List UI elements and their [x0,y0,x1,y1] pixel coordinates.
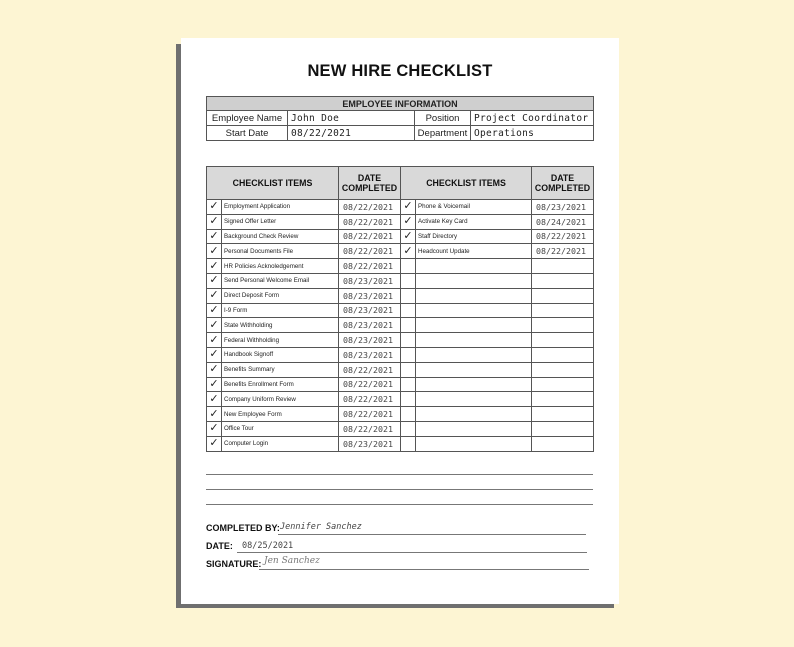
date-completed-header-left: DATE COMPLETED [339,167,401,200]
checklist-row [207,200,594,215]
checkmark-icon[interactable]: ✓ [207,362,222,377]
date-completed[interactable]: 08/22/2021 [339,407,401,422]
empty-date-cell[interactable] [532,421,594,436]
empty-date-cell[interactable] [532,377,594,392]
checkmark-icon[interactable]: ✓ [401,200,416,215]
date-completed[interactable]: 08/22/2021 [339,362,401,377]
date-completed[interactable]: 08/22/2021 [532,244,594,259]
empty-item-cell[interactable] [416,421,532,436]
date-label: DATE: [206,541,233,551]
employee-info-table [206,96,594,141]
empty-date-cell[interactable] [532,407,594,422]
checklist-row [207,259,594,274]
empty-check-cell[interactable] [401,347,416,362]
empty-item-cell[interactable] [416,273,532,288]
empty-date-cell[interactable] [532,333,594,348]
checkmark-icon[interactable]: ✓ [207,214,222,229]
checklist-row [207,407,594,422]
date-completed[interactable]: 08/24/2021 [532,214,594,229]
date-completed[interactable]: 08/22/2021 [339,421,401,436]
signature-value[interactable]: Jen Sanchez [264,556,320,566]
checklist-items-header-left: CHECKLIST ITEMS [207,167,339,200]
date-completed[interactable]: 08/22/2021 [339,377,401,392]
start-date-label: Start Date [207,126,288,141]
start-date-field[interactable]: 08/22/2021 [288,126,415,141]
empty-date-cell[interactable] [532,273,594,288]
checkmark-icon[interactable]: ✓ [207,392,222,407]
page-title: NEW HIRE CHECKLIST [307,62,493,80]
checklist-item: Staff Directory [416,229,532,244]
checklist-item: New Employee Form [222,407,339,422]
empty-date-cell[interactable] [532,288,594,303]
checklist-item: Office Tour [222,421,339,436]
checklist-item: Headcount Update [416,244,532,259]
notes-line [206,504,593,505]
checklist-row [207,362,594,377]
checkmark-icon[interactable]: ✓ [207,229,222,244]
checkmark-icon[interactable]: ✓ [401,244,416,259]
notes-line [206,489,593,490]
checklist-item: Send Personal Welcome Email [222,273,339,288]
checklist-table [206,166,594,452]
checkmark-icon[interactable]: ✓ [401,214,416,229]
empty-check-cell[interactable] [401,436,416,451]
checklist-item: Phone & Voicemail [416,200,532,215]
employee-name-label: Employee Name [207,111,288,126]
date-completed[interactable]: 08/23/2021 [339,288,401,303]
checklist-row [207,214,594,229]
date-line [237,552,587,553]
checklist-item: Benefits Summary [222,362,339,377]
completed-by-line [278,534,586,535]
date-completed[interactable]: 08/23/2021 [339,318,401,333]
checklist-row [207,347,594,362]
checklist-item: HR Policies Acknoledgement [222,259,339,274]
checklist-row [207,318,594,333]
checkmark-icon[interactable]: ✓ [207,200,222,215]
employee-info-heading: EMPLOYEE INFORMATION [207,97,594,111]
empty-check-cell[interactable] [401,407,416,422]
checklist-item: Benefits Enrollment Form [222,377,339,392]
date-completed[interactable]: 08/22/2021 [339,244,401,259]
department-label: Department [415,126,471,141]
checkmark-icon[interactable]: ✓ [207,259,222,274]
empty-item-cell[interactable] [416,362,532,377]
checklist-item: Employment Application [222,200,339,215]
empty-date-cell[interactable] [532,347,594,362]
empty-check-cell[interactable] [401,273,416,288]
date-completed[interactable]: 08/23/2021 [339,347,401,362]
checkmark-icon[interactable]: ✓ [207,377,222,392]
checklist-item: Background Check Review [222,229,339,244]
empty-check-cell[interactable] [401,303,416,318]
checklist-row [207,288,594,303]
checklist-item: Company Uniform Review [222,392,339,407]
empty-check-cell[interactable] [401,259,416,274]
completed-by-label: COMPLETED BY: [206,523,280,533]
checklist-row [207,421,594,436]
notes-line [206,474,593,475]
empty-check-cell[interactable] [401,288,416,303]
signature-line [259,569,589,570]
checkmark-icon[interactable]: ✓ [207,347,222,362]
date-completed[interactable]: 08/23/2021 [532,200,594,215]
completed-by-value[interactable]: Jennifer Sanchez [280,522,362,532]
date-completed[interactable]: 08/22/2021 [339,392,401,407]
checklist-item: Computer Login [222,436,339,451]
checkmark-icon[interactable]: ✓ [207,244,222,259]
empty-item-cell[interactable] [416,347,532,362]
empty-check-cell[interactable] [401,421,416,436]
department-field[interactable]: Operations [471,126,594,141]
date-completed-header-right: DATE COMPLETED [532,167,594,200]
empty-date-cell[interactable] [532,303,594,318]
checkmark-icon[interactable]: ✓ [207,303,222,318]
date-completed[interactable]: 08/22/2021 [339,229,401,244]
checklist-page [181,38,619,604]
checklist-row [207,436,594,451]
empty-item-cell[interactable] [416,436,532,451]
empty-item-cell[interactable] [416,333,532,348]
empty-check-cell[interactable] [401,318,416,333]
empty-date-cell[interactable] [532,392,594,407]
checkmark-icon[interactable]: ✓ [207,333,222,348]
checklist-row [207,244,594,259]
checklist-item: Personal Documents File [222,244,339,259]
empty-item-cell[interactable] [416,288,532,303]
checkmark-icon[interactable]: ✓ [207,421,222,436]
position-label: Position [415,111,471,126]
checklist-item: Handbook Signoff [222,347,339,362]
checkmark-icon[interactable]: ✓ [207,288,222,303]
checklist-item: Signed Offer Letter [222,214,339,229]
checklist-row [207,229,594,244]
empty-date-cell[interactable] [532,362,594,377]
empty-item-cell[interactable] [416,392,532,407]
empty-item-cell[interactable] [416,407,532,422]
checklist-items-header-right: CHECKLIST ITEMS [401,167,532,200]
checkmark-icon[interactable]: ✓ [207,436,222,451]
empty-item-cell[interactable] [416,259,532,274]
signature-label: SIGNATURE: [206,559,262,569]
empty-date-cell[interactable] [532,259,594,274]
empty-item-cell[interactable] [416,303,532,318]
date-completed[interactable]: 08/22/2021 [532,229,594,244]
checkmark-icon[interactable]: ✓ [207,273,222,288]
empty-check-cell[interactable] [401,392,416,407]
date-completed[interactable]: 08/22/2021 [339,259,401,274]
date-completed[interactable]: 08/23/2021 [339,303,401,318]
checklist-item: Federal Withholding [222,333,339,348]
employee-name-field[interactable]: John Doe [288,111,415,126]
checklist-row [207,303,594,318]
checklist-row [207,377,594,392]
empty-check-cell[interactable] [401,362,416,377]
date-completed[interactable]: 08/23/2021 [339,273,401,288]
checklist-row [207,333,594,348]
checklist-item: Activate Key Card [416,214,532,229]
empty-check-cell[interactable] [401,377,416,392]
empty-date-cell[interactable] [532,436,594,451]
position-field[interactable]: Project Coordinator [471,111,594,126]
checklist-item: I-9 Form [222,303,339,318]
empty-item-cell[interactable] [416,318,532,333]
checkmark-icon[interactable]: ✓ [401,229,416,244]
date-completed[interactable]: 08/22/2021 [339,200,401,215]
date-completed[interactable]: 08/22/2021 [339,214,401,229]
date-completed[interactable]: 08/23/2021 [339,333,401,348]
date-value[interactable]: 08/25/2021 [242,541,294,551]
checkmark-icon[interactable]: ✓ [207,318,222,333]
empty-date-cell[interactable] [532,318,594,333]
checklist-item: Direct Deposit Form [222,288,339,303]
empty-check-cell[interactable] [401,333,416,348]
checklist-item: State Withholding [222,318,339,333]
checkmark-icon[interactable]: ✓ [207,407,222,422]
checklist-row [207,392,594,407]
date-completed[interactable]: 08/23/2021 [339,436,401,451]
empty-item-cell[interactable] [416,377,532,392]
checklist-row [207,273,594,288]
